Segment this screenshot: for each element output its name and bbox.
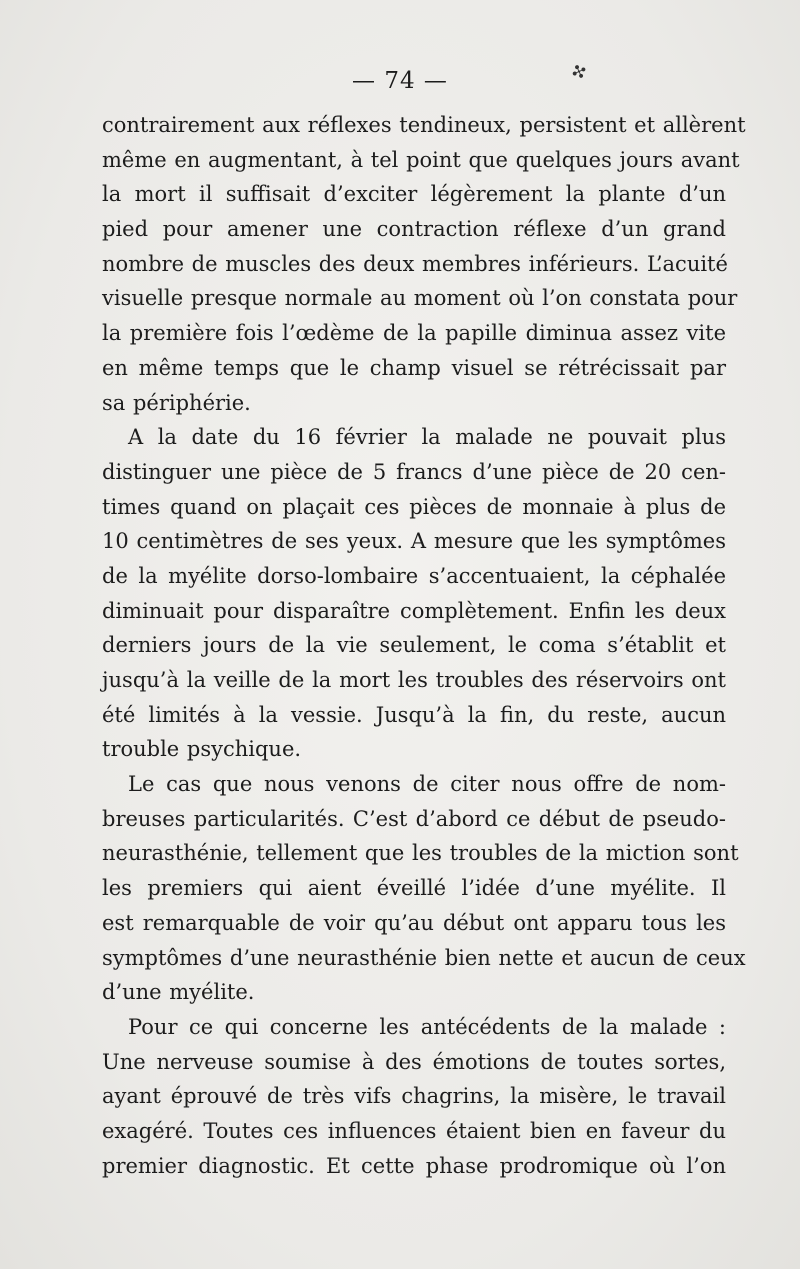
text-line: diminuait pour disparaître complètement. Enfin les deux: [102, 598, 726, 623]
body-text: [102, 108, 746, 1183]
text-line: breuses particularités. C’est d’abord ce début de pseudo-: [102, 806, 726, 831]
text-line: exagéré. Toutes ces influences étaient bien en faveur du: [102, 1118, 726, 1143]
text-line: 10 centimètres de ses yeux. A mesure que les symptômes: [102, 529, 726, 554]
text-line: jusqu’à la veille de la mort les troubles des réservoirs ont: [102, 668, 726, 692]
text-line: pied pour amener une contraction réflexe d’un grand: [102, 217, 726, 242]
text-line: la mort il suffisait d’exciter légèrement la plante d’un: [102, 182, 726, 207]
text-line: visuelle presque normale au moment où l’on constata pour: [102, 286, 738, 311]
text-line: times quand on plaçait ces pièces de monnaie à plus de: [102, 494, 726, 519]
text-line: nombre de muscles des deux membres inférieurs. L’acuité: [102, 251, 728, 276]
text-line: symptômes d’une neurasthénie bien nette et aucun de ceux: [102, 945, 746, 970]
text-line: est remarquable de voir qu’au début ont apparu tous les: [102, 910, 726, 935]
text-line: Pour ce qui concerne les antécédents de la malade :: [128, 1014, 726, 1039]
text-line: d’une myélite.: [102, 980, 255, 1005]
text-line: contrairement aux réflexes tendineux, persistent et allèrent: [102, 113, 746, 137]
text-line: A la date du 16 février la malade ne pouvait plus: [128, 425, 726, 450]
text-line: neurasthénie, tellement que les troubles de la miction sont: [102, 841, 739, 866]
text-line: trouble psychique.: [102, 737, 302, 762]
text-line: Le cas que nous venons de citer nous offre de nom-: [128, 772, 726, 797]
page-number: — 74 —: [352, 68, 448, 94]
text-line: les premiers qui aient éveillé l’idée d’une myélite. Il: [102, 876, 726, 901]
text-line: Une nerveuse soumise à des émotions de toutes sortes,: [102, 1049, 726, 1074]
ink-mark: ✣: [568, 59, 591, 86]
text-line: ayant éprouvé de très vifs chagrins, la misère, le travail: [102, 1084, 726, 1109]
text-line: sa périphérie.: [102, 390, 251, 415]
text-line: distinguer une pièce de 5 francs d’une pièce de 20 cen-: [102, 459, 726, 484]
text-line: derniers jours de la vie seulement, le coma s’établit et: [102, 633, 726, 658]
text-line: la première fois l’œdème de la papille diminua assez vite: [102, 321, 726, 346]
text-line: été limités à la vessie. Jusqu’à la fin, du reste, aucun: [102, 702, 726, 727]
text-line: même en augmentant, à tel point que quelques jours avant: [102, 147, 740, 172]
text-line: en même temps que le champ visuel se rétrécissait par: [102, 355, 726, 380]
text-line: premier diagnostic. Et cette phase prodromique où l’on: [102, 1153, 726, 1178]
text-line: de la myélite dorso-lombaire s’accentuaient, la céphalée: [102, 563, 726, 588]
